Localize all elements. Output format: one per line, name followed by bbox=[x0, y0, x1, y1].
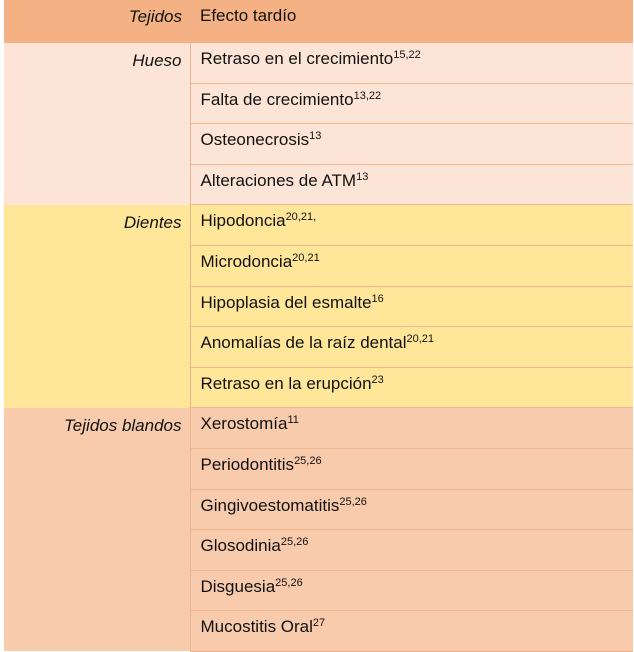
reference-superscript: 25,26 bbox=[339, 495, 367, 508]
header-tissues: Tejidos bbox=[4, 0, 190, 43]
reference-superscript: 25,26 bbox=[275, 576, 303, 589]
effect-cell bbox=[190, 530, 633, 571]
effect-cell bbox=[190, 286, 633, 327]
effect-cell bbox=[190, 489, 633, 530]
effect-cell bbox=[190, 164, 633, 205]
group-label-hueso: Hueso bbox=[4, 43, 190, 205]
effect-text: Disguesia bbox=[200, 576, 276, 596]
table-header-row bbox=[4, 0, 633, 43]
effect-text: Xerostomía bbox=[200, 414, 288, 434]
reference-superscript: 13 bbox=[356, 170, 369, 183]
reference-superscript: 20,21 bbox=[292, 251, 320, 264]
effect-text: Falta de crecimiento bbox=[200, 89, 354, 109]
reference-superscript: 13 bbox=[309, 130, 322, 143]
effect-text: Retraso en la erupción bbox=[200, 373, 372, 393]
effect-text: Hipoplasia del esmalte bbox=[200, 292, 372, 312]
effect-text: Hipodoncia bbox=[200, 211, 286, 231]
effect-text: Periodontitis bbox=[200, 454, 295, 474]
effect-cell bbox=[190, 611, 633, 652]
group-label-tejidos-blandos: Tejidos blandos bbox=[4, 408, 190, 652]
reference-superscript: 23 bbox=[371, 373, 384, 386]
effect-text: Retraso en el crecimiento bbox=[200, 49, 394, 68]
effect-cell bbox=[190, 367, 633, 408]
effect-cell bbox=[190, 43, 633, 83]
header-late-effect: Efecto tardío bbox=[190, 0, 633, 43]
effect-cell bbox=[190, 124, 633, 165]
reference-superscript: 16 bbox=[371, 292, 384, 305]
effect-cell bbox=[190, 570, 633, 611]
effect-text: Gingivoestomatitis bbox=[200, 495, 340, 515]
effect-cell bbox=[190, 83, 633, 124]
table-row bbox=[4, 43, 633, 83]
reference-superscript: 25,26 bbox=[294, 454, 322, 467]
table-row bbox=[4, 205, 633, 246]
effect-text: Alteraciones de ATM bbox=[200, 170, 357, 190]
effect-cell bbox=[190, 448, 633, 489]
effect-cell bbox=[190, 327, 633, 368]
effect-text: Glosodinia bbox=[200, 536, 281, 556]
table-row bbox=[4, 408, 633, 449]
effect-cell bbox=[190, 245, 633, 286]
reference-superscript: 25,26 bbox=[280, 536, 309, 549]
reference-superscript: 15,22 bbox=[393, 49, 421, 61]
group-label-dientes: Dientes bbox=[4, 205, 190, 408]
late-effects-table bbox=[4, 0, 633, 652]
reference-superscript: 27 bbox=[312, 617, 326, 630]
reference-superscript: 13,22 bbox=[353, 89, 382, 102]
effect-cell bbox=[190, 408, 633, 449]
reference-superscript: 20,21, bbox=[285, 211, 317, 224]
effect-cell bbox=[190, 205, 633, 246]
effect-text: Mucostitis Oral bbox=[200, 617, 313, 637]
effect-text: Osteonecrosis bbox=[200, 130, 310, 150]
effect-text: Anomalías de la raíz dental bbox=[200, 333, 407, 353]
effect-text: Microdoncia bbox=[200, 251, 293, 271]
reference-superscript: 11 bbox=[287, 414, 299, 427]
reference-superscript: 20,21 bbox=[406, 333, 435, 346]
